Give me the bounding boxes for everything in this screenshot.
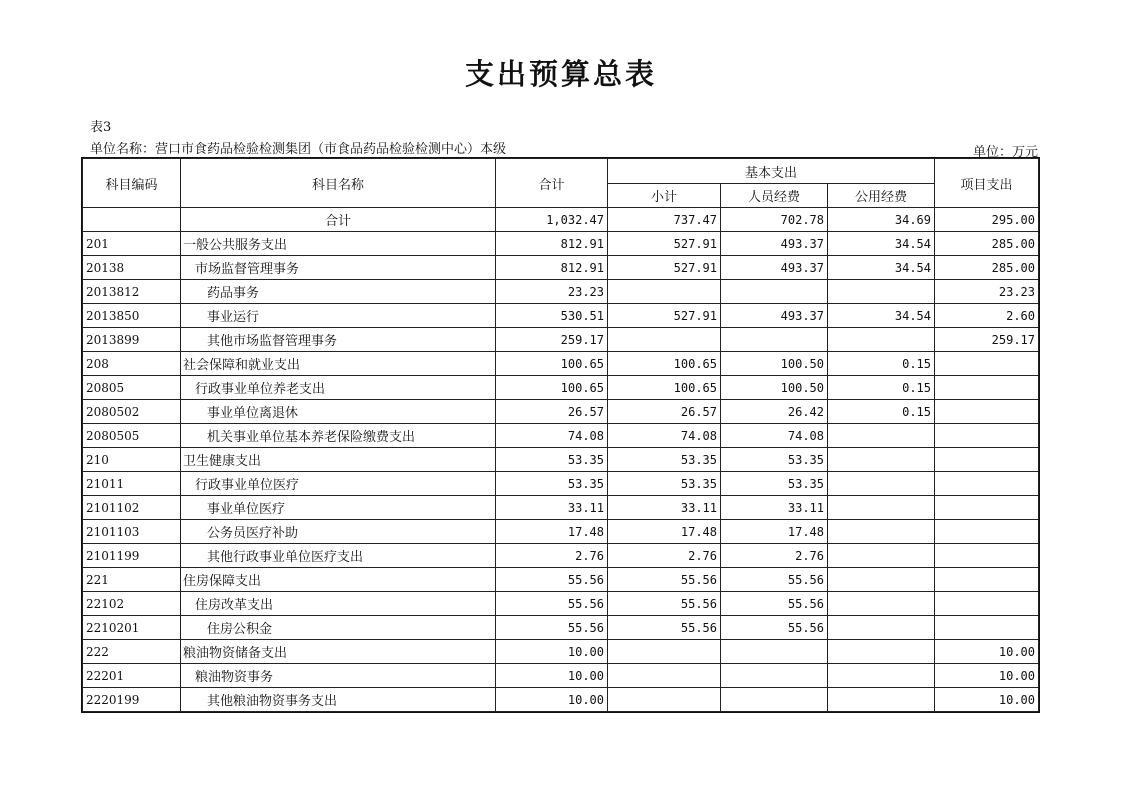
cell-public: [828, 328, 935, 352]
cell-subtotal: 100.65: [608, 376, 721, 400]
cell-name: 事业运行: [181, 304, 496, 328]
cell-project: [935, 568, 1039, 592]
cell-personnel: [721, 328, 828, 352]
table-row: [83, 496, 1039, 520]
cell-total: 53.35: [496, 472, 608, 496]
cell-total: 1,032.47: [496, 208, 608, 232]
table-number: 表3: [90, 120, 112, 135]
cell-name: 公务员医疗补助: [181, 520, 496, 544]
cell-project: [935, 544, 1039, 568]
cell-public: [828, 424, 935, 448]
cell-name: 合计: [181, 208, 496, 232]
budget-table: [82, 158, 1039, 712]
cell-code: 22102: [83, 592, 181, 616]
cell-code: 2080505: [83, 424, 181, 448]
cell-personnel: 2.76: [721, 544, 828, 568]
cell-name: 事业单位离退休: [181, 400, 496, 424]
cell-project: [935, 592, 1039, 616]
cell-project: 2.60: [935, 304, 1039, 328]
cell-public: 34.54: [828, 232, 935, 256]
cell-personnel: [721, 664, 828, 688]
cell-name: 市场监督管理事务: [181, 256, 496, 280]
cell-public: [828, 568, 935, 592]
cell-public: 0.15: [828, 376, 935, 400]
cell-project: [935, 496, 1039, 520]
cell-subtotal: 2.76: [608, 544, 721, 568]
cell-name: 住房保障支出: [181, 568, 496, 592]
header-project: 项目支出: [935, 159, 1039, 208]
cell-total: 53.35: [496, 448, 608, 472]
cell-personnel: 53.35: [721, 448, 828, 472]
cell-code: 2013812: [83, 280, 181, 304]
cell-code: [83, 208, 181, 232]
cell-total: 100.65: [496, 376, 608, 400]
cell-subtotal: 26.57: [608, 400, 721, 424]
cell-name: 行政事业单位养老支出: [181, 376, 496, 400]
cell-name: 行政事业单位医疗: [181, 472, 496, 496]
cell-public: 34.54: [828, 304, 935, 328]
cell-public: [828, 616, 935, 640]
cell-public: 0.15: [828, 352, 935, 376]
cell-code: 2101199: [83, 544, 181, 568]
cell-personnel: 100.50: [721, 352, 828, 376]
table-row: [83, 400, 1039, 424]
cell-name: 其他粮油物资事务支出: [181, 688, 496, 712]
table-row: [83, 472, 1039, 496]
table-row: [83, 424, 1039, 448]
cell-code: 20138: [83, 256, 181, 280]
table-row: [83, 616, 1039, 640]
cell-project: [935, 520, 1039, 544]
cell-project: 295.00: [935, 208, 1039, 232]
header-code: 科目编码: [83, 159, 181, 208]
cell-name: 住房公积金: [181, 616, 496, 640]
cell-code: 2101102: [83, 496, 181, 520]
cell-subtotal: 527.91: [608, 304, 721, 328]
cell-public: [828, 664, 935, 688]
cell-name: 其他市场监督管理事务: [181, 328, 496, 352]
cell-subtotal: 100.65: [608, 352, 721, 376]
table-row: [83, 256, 1039, 280]
cell-name: 事业单位医疗: [181, 496, 496, 520]
table-row: [83, 688, 1039, 712]
header-public: 公用经费: [828, 184, 935, 208]
header-personnel: 人员经费: [721, 184, 828, 208]
cell-code: 2080502: [83, 400, 181, 424]
cell-personnel: 26.42: [721, 400, 828, 424]
cell-code: 20805: [83, 376, 181, 400]
document-title: 支出预算总表: [464, 57, 657, 91]
cell-subtotal: 737.47: [608, 208, 721, 232]
table-row: [83, 448, 1039, 472]
cell-project: 10.00: [935, 640, 1039, 664]
cell-subtotal: 74.08: [608, 424, 721, 448]
cell-code: 2210201: [83, 616, 181, 640]
table-row: [83, 544, 1039, 568]
cell-project: 10.00: [935, 664, 1039, 688]
cell-total: 812.91: [496, 256, 608, 280]
cell-total: 259.17: [496, 328, 608, 352]
cell-code: 2013899: [83, 328, 181, 352]
cell-subtotal: 55.56: [608, 592, 721, 616]
cell-personnel: 33.11: [721, 496, 828, 520]
cell-code: 201: [83, 232, 181, 256]
cell-personnel: [721, 640, 828, 664]
table-row: [83, 664, 1039, 688]
cell-total: 33.11: [496, 496, 608, 520]
cell-code: 222: [83, 640, 181, 664]
cell-name: 机关事业单位基本养老保险缴费支出: [181, 424, 496, 448]
cell-code: 210: [83, 448, 181, 472]
cell-total: 55.56: [496, 568, 608, 592]
table-body: [83, 208, 1039, 712]
unit-name: 单位名称：营口市食药品检验检测集团（市食品药品检验检测中心）本级: [90, 142, 507, 157]
cell-code: 21011: [83, 472, 181, 496]
cell-total: 10.00: [496, 640, 608, 664]
cell-personnel: [721, 280, 828, 304]
cell-subtotal: 527.91: [608, 232, 721, 256]
cell-code: 2220199: [83, 688, 181, 712]
cell-personnel: 53.35: [721, 472, 828, 496]
table-row: [83, 376, 1039, 400]
cell-total: 17.48: [496, 520, 608, 544]
cell-subtotal: [608, 688, 721, 712]
cell-project: 23.23: [935, 280, 1039, 304]
table-row: [83, 592, 1039, 616]
cell-code: 208: [83, 352, 181, 376]
cell-subtotal: [608, 280, 721, 304]
cell-project: [935, 352, 1039, 376]
cell-public: [828, 688, 935, 712]
cell-total: 10.00: [496, 664, 608, 688]
cell-name: 其他行政事业单位医疗支出: [181, 544, 496, 568]
cell-personnel: 493.37: [721, 232, 828, 256]
cell-project: [935, 424, 1039, 448]
cell-subtotal: 55.56: [608, 616, 721, 640]
cell-personnel: 55.56: [721, 616, 828, 640]
table-row: [83, 280, 1039, 304]
cell-subtotal: 527.91: [608, 256, 721, 280]
header-basic: 基本支出: [608, 159, 935, 184]
cell-name: 粮油物资事务: [181, 664, 496, 688]
cell-subtotal: 17.48: [608, 520, 721, 544]
cell-total: 55.56: [496, 616, 608, 640]
header-name: 科目名称: [181, 159, 496, 208]
cell-public: 34.54: [828, 256, 935, 280]
cell-public: [828, 472, 935, 496]
cell-public: [828, 280, 935, 304]
cell-public: [828, 520, 935, 544]
cell-code: 221: [83, 568, 181, 592]
cell-subtotal: 33.11: [608, 496, 721, 520]
header-total: 合计: [496, 159, 608, 208]
cell-personnel: 17.48: [721, 520, 828, 544]
cell-project: [935, 616, 1039, 640]
cell-subtotal: 55.56: [608, 568, 721, 592]
cell-total: 23.23: [496, 280, 608, 304]
cell-subtotal: 53.35: [608, 472, 721, 496]
cell-project: 259.17: [935, 328, 1039, 352]
cell-public: [828, 544, 935, 568]
cell-total: 74.08: [496, 424, 608, 448]
currency-unit: 单位：万元: [972, 145, 1038, 160]
table-row: [83, 568, 1039, 592]
cell-project: [935, 400, 1039, 424]
table-row: [83, 640, 1039, 664]
cell-personnel: 55.56: [721, 592, 828, 616]
cell-project: 285.00: [935, 256, 1039, 280]
cell-personnel: 100.50: [721, 376, 828, 400]
cell-personnel: 55.56: [721, 568, 828, 592]
cell-public: 34.69: [828, 208, 935, 232]
cell-project: [935, 472, 1039, 496]
cell-name: 社会保障和就业支出: [181, 352, 496, 376]
cell-total: 812.91: [496, 232, 608, 256]
cell-name: 药品事务: [181, 280, 496, 304]
cell-public: [828, 640, 935, 664]
cell-project: [935, 376, 1039, 400]
cell-personnel: [721, 688, 828, 712]
header-subtotal: 小计: [608, 184, 721, 208]
cell-code: 22201: [83, 664, 181, 688]
cell-public: [828, 496, 935, 520]
cell-personnel: 493.37: [721, 256, 828, 280]
cell-public: [828, 448, 935, 472]
cell-project: 10.00: [935, 688, 1039, 712]
cell-subtotal: 53.35: [608, 448, 721, 472]
table-row: [83, 208, 1039, 232]
table-row: [83, 328, 1039, 352]
table-row: [83, 520, 1039, 544]
table-row: [83, 352, 1039, 376]
cell-total: 10.00: [496, 688, 608, 712]
cell-subtotal: [608, 328, 721, 352]
cell-public: [828, 592, 935, 616]
cell-personnel: 74.08: [721, 424, 828, 448]
cell-personnel: 493.37: [721, 304, 828, 328]
cell-name: 粮油物资储备支出: [181, 640, 496, 664]
table-row: [83, 232, 1039, 256]
cell-name: 一般公共服务支出: [181, 232, 496, 256]
cell-subtotal: [608, 664, 721, 688]
cell-total: 26.57: [496, 400, 608, 424]
cell-total: 100.65: [496, 352, 608, 376]
cell-total: 530.51: [496, 304, 608, 328]
cell-total: 55.56: [496, 592, 608, 616]
cell-project: [935, 448, 1039, 472]
cell-code: 2013850: [83, 304, 181, 328]
cell-subtotal: [608, 640, 721, 664]
cell-total: 2.76: [496, 544, 608, 568]
cell-code: 2101103: [83, 520, 181, 544]
cell-name: 住房改革支出: [181, 592, 496, 616]
table-row: [83, 304, 1039, 328]
cell-name: 卫生健康支出: [181, 448, 496, 472]
cell-personnel: 702.78: [721, 208, 828, 232]
cell-public: 0.15: [828, 400, 935, 424]
cell-project: 285.00: [935, 232, 1039, 256]
